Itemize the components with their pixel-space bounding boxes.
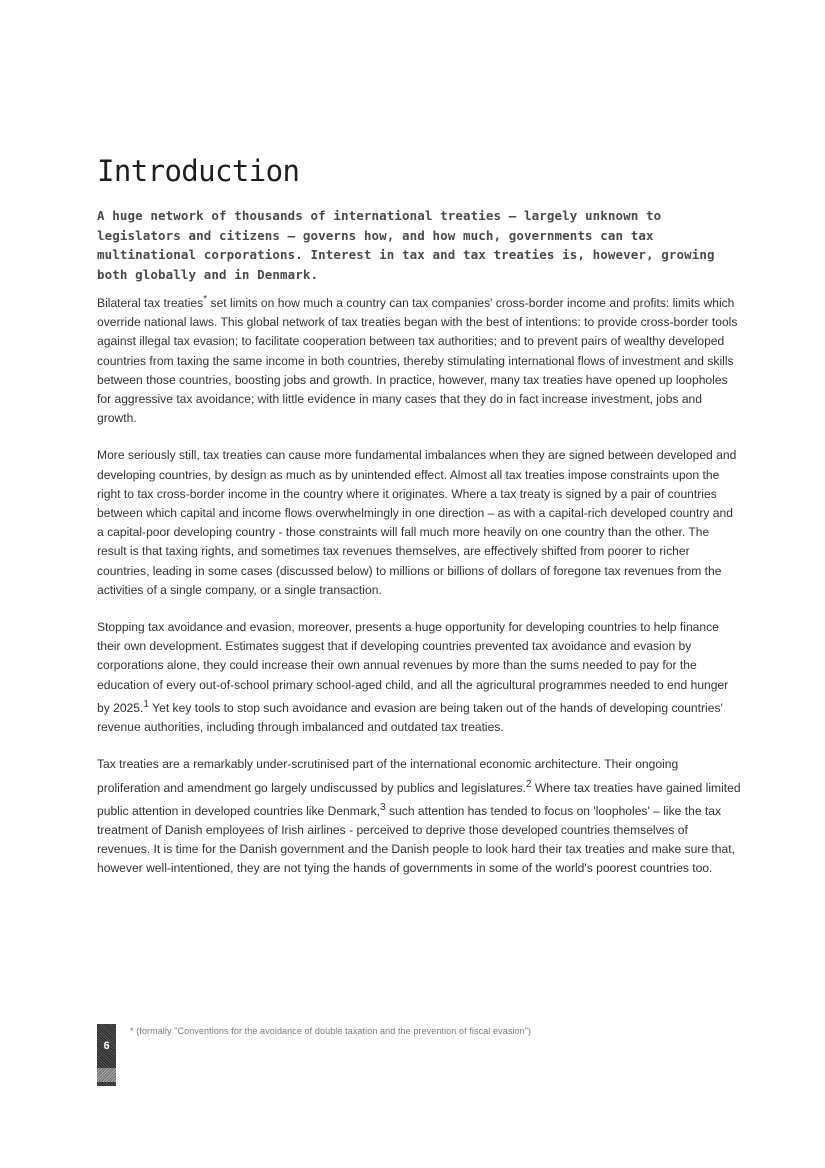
body-text xyxy=(97,290,742,897)
footnote-ref-2: 2 xyxy=(525,778,532,790)
paragraph-3 xyxy=(97,618,742,737)
paragraph-1-text-a: Bilateral tax treaties xyxy=(97,296,204,311)
paragraph-4 xyxy=(97,755,742,878)
paragraph-4-text-b: Where tax treaties have gained limited public attention in developed countries like Denmark, xyxy=(97,780,741,818)
paragraph-3-text-b: Yet key tools to stop such avoidance and evasion are being taken out of the hands of developing countries' revenue authorities, including through imbalanced and outdated tax treaties. xyxy=(97,700,723,735)
paragraph-3-text-a: Stopping tax avoidance and evasion, moreover, presents a huge opportunity for developing countries to help finance their own development. Estimates suggest that if developing countries prevented tax avoidance and evasion by corporations alone, they could increase their own annual revenues by more than the sums needed to pay for the education of every out-of-school primary school-aged child, and all the agricultural programmes needed to end hunger by 2025. xyxy=(97,620,729,715)
footnote-ref-3: 3 xyxy=(380,801,386,813)
footnote: * (formally "Conventions for the avoidance of double taxation and the prevention of fiscal evasion") xyxy=(130,1026,532,1036)
paragraph-2-text: More seriously still, tax treaties can cause more fundamental imbalances when they are signed between developed and developing countries, by design as much as by unintended effect. Almost all tax treaties impose constraints upon the right to tax cross-border income in the country where it originates. Where a tax treaty is signed by a pair of countries between which capital and income flows overwhelmingly in one direction – as with a capital-rich developed country and a capital-poor developing country - those constraints will fall much more heavily on one country than the other. The result is that taxing rights, and sometimes tax revenues themselves, are effectively shifted from poorer to richer countries, leading in some cases (discussed below) to millions or billions of dollars of foregone tax revenues from the activities of a single company, or a single transaction. xyxy=(97,448,737,597)
footnote-marker: * xyxy=(203,294,208,305)
section-heading: Introduction xyxy=(97,154,300,188)
page-number: 6 xyxy=(103,1040,110,1052)
footnote-ref-1: 1 xyxy=(143,698,150,710)
paragraph-4-text-a: Tax treaties are a remarkably under-scrutinised part of the international economic architecture. Their ongoing proliferation and amendment go largely undiscussed by publics and legislatures. xyxy=(97,757,679,795)
lead-paragraph: A huge network of thousands of international treaties – largely unknown to legislators and citizens – governs how, and how much, governments can tax multinational corporations. Interest in tax and tax treaties is, however, growing both globally and in Denmark. xyxy=(97,208,715,282)
paragraph-1-text-b: set limits on how much a country can tax companies' cross-border income and profits: limits which override national laws. This global network of tax treaties began with the best of intentions: to provide cross-border tools against illegal tax evasion; to facilitate cooperation between tax authorities; and to prevent pairs of wealthy developed countries from taxing the same income in both countries, thereby stimulating international flows of investment and skills between those countries, boosting jobs and growth. In practice, however, many tax treaties have opened up loopholes for aggressive tax avoidance; with little evidence in many cases that they do in fact increase investment, jobs and growth. xyxy=(97,296,738,426)
paragraph-2 xyxy=(97,446,742,600)
page-tab-stripe xyxy=(97,1068,116,1082)
paragraph-1 xyxy=(97,290,742,428)
paragraph-4-text-c: such attention has tended to focus on 'loopholes' – like the tax treatment of Danish employees of Irish airlines - perceived to deprive those developed countries themselves of revenues. It is time for the Danish government and the Danish people to look hard their tax treaties and make sure that, however well-intentioned, they are not tying the hands of governments in some of the world's poorest countries too. xyxy=(97,803,735,876)
